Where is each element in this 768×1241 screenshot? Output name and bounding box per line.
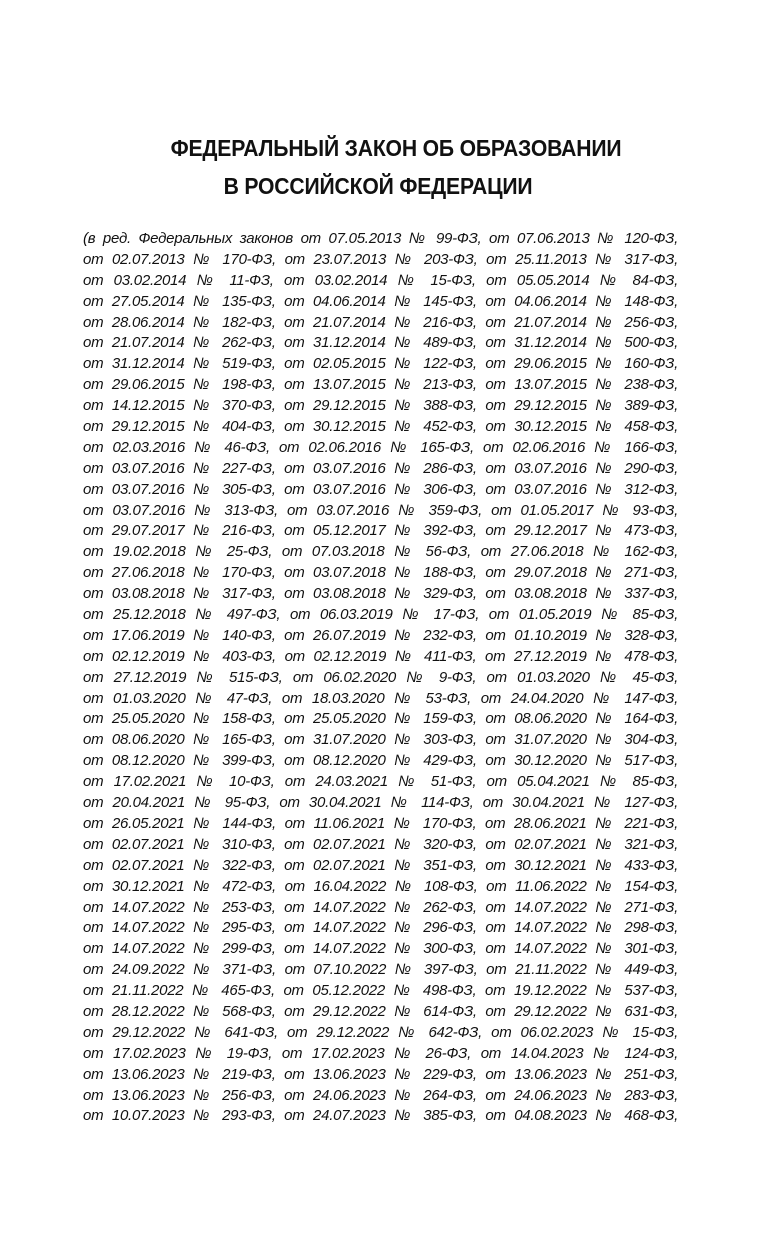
amendments-list xyxy=(83,229,678,1127)
amendment-line: от 01.03.2020 № 47-ФЗ, от 18.03.2020 № 53-ФЗ, от 24.04.2020 № 147-ФЗ, xyxy=(83,689,678,707)
amendment-line: от 14.12.2015 № 370-ФЗ, от 29.12.2015 № 388-ФЗ, от 29.12.2015 № 389-ФЗ, xyxy=(83,397,678,415)
amendment-line: от 29.07.2017 № 216-ФЗ, от 05.12.2017 № 392-ФЗ, от 29.12.2017 № 473-ФЗ, xyxy=(83,522,678,540)
amendment-line: от 14.07.2022 № 295-ФЗ, от 14.07.2022 № 296-ФЗ, от 14.07.2022 № 298-ФЗ, xyxy=(83,919,678,937)
amendment-line: от 03.08.2018 № 317-ФЗ, от 03.08.2018 № 329-ФЗ, от 03.08.2018 № 337-ФЗ, xyxy=(83,585,678,603)
amendment-line: от 27.12.2019 № 515-ФЗ, от 06.02.2020 № 9-ФЗ, от 01.03.2020 № 45-ФЗ, xyxy=(83,668,678,686)
amendment-line: от 03.07.2016 № 313-ФЗ, от 03.07.2016 № 359-ФЗ, от 01.05.2017 № 93-ФЗ, xyxy=(83,501,678,519)
amendment-line: от 17.02.2023 № 19-ФЗ, от 17.02.2023 № 26-ФЗ, от 14.04.2023 № 124-ФЗ, xyxy=(83,1044,678,1062)
amendment-line: от 03.02.2014 № 11-ФЗ, от 03.02.2014 № 15-ФЗ, от 05.05.2014 № 84-ФЗ, xyxy=(83,271,678,289)
amendment-line: от 02.07.2013 № 170-ФЗ, от 23.07.2013 № 203-ФЗ, от 25.11.2013 № 317-ФЗ, xyxy=(83,250,678,268)
amendment-line: от 14.07.2022 № 253-ФЗ, от 14.07.2022 № 262-ФЗ, от 14.07.2022 № 271-ФЗ, xyxy=(83,898,678,916)
amendment-line: от 02.07.2021 № 322-ФЗ, от 02.07.2021 № 351-ФЗ, от 30.12.2021 № 433-ФЗ, xyxy=(83,856,678,874)
document-title xyxy=(0,129,768,205)
amendment-line: от 29.12.2015 № 404-ФЗ, от 30.12.2015 № 452-ФЗ, от 30.12.2015 № 458-ФЗ, xyxy=(83,418,678,436)
amendment-line: от 03.07.2016 № 227-ФЗ, от 03.07.2016 № 286-ФЗ, от 03.07.2016 № 290-ФЗ, xyxy=(83,459,678,477)
amendment-line: от 20.04.2021 № 95-ФЗ, от 30.04.2021 № 114-ФЗ, от 30.04.2021 № 127-ФЗ, xyxy=(83,794,678,812)
amendment-line: от 21.07.2014 № 262-ФЗ, от 31.12.2014 № 489-ФЗ, от 31.12.2014 № 500-ФЗ, xyxy=(83,334,678,352)
amendment-line: от 02.03.2016 № 46-ФЗ, от 02.06.2016 № 165-ФЗ, от 02.06.2016 № 166-ФЗ, xyxy=(83,438,678,456)
amendment-line: от 27.05.2014 № 135-ФЗ, от 04.06.2014 № 145-ФЗ, от 04.06.2014 № 148-ФЗ, xyxy=(83,292,678,310)
amendment-line: от 25.12.2018 № 497-ФЗ, от 06.03.2019 № 17-ФЗ, от 01.05.2019 № 85-ФЗ, xyxy=(83,606,678,624)
amendment-line: (в ред. Федеральных законов от 07.05.2013 № 99-ФЗ, от 07.06.2013 № 120-ФЗ, xyxy=(83,230,678,247)
amendment-line: от 21.11.2022 № 465-ФЗ, от 05.12.2022 № 498-ФЗ, от 19.12.2022 № 537-ФЗ, xyxy=(83,982,678,1000)
title-line: В РОССИЙСКОЙ ФЕДЕРАЦИИ xyxy=(223,173,533,199)
amendment-line: от 29.12.2022 № 641-ФЗ, от 29.12.2022 № 642-ФЗ, от 06.02.2023 № 15-ФЗ, xyxy=(83,1023,678,1041)
amendment-line: от 03.07.2016 № 305-ФЗ, от 03.07.2016 № 306-ФЗ, от 03.07.2016 № 312-ФЗ, xyxy=(83,480,678,498)
amendment-line: от 24.09.2022 № 371-ФЗ, от 07.10.2022 № 397-ФЗ, от 21.11.2022 № 449-ФЗ, xyxy=(83,961,678,979)
amendment-line: от 08.12.2020 № 399-ФЗ, от 08.12.2020 № 429-ФЗ, от 30.12.2020 № 517-ФЗ, xyxy=(83,752,678,770)
amendment-line: от 13.06.2023 № 256-ФЗ, от 24.06.2023 № 264-ФЗ, от 24.06.2023 № 283-ФЗ, xyxy=(83,1086,678,1104)
amendment-line: от 28.12.2022 № 568-ФЗ, от 29.12.2022 № 614-ФЗ, от 29.12.2022 № 631-ФЗ, xyxy=(83,1002,678,1020)
amendment-line: от 02.12.2019 № 403-ФЗ, от 02.12.2019 № 411-ФЗ, от 27.12.2019 № 478-ФЗ, xyxy=(83,647,678,665)
amendment-line: от 17.02.2021 № 10-ФЗ, от 24.03.2021 № 51-ФЗ, от 05.04.2021 № 85-ФЗ, xyxy=(83,773,678,791)
amendment-line: от 17.06.2019 № 140-ФЗ, от 26.07.2019 № 232-ФЗ, от 01.10.2019 № 328-ФЗ, xyxy=(83,626,678,644)
amendment-line: от 02.07.2021 № 310-ФЗ, от 02.07.2021 № 320-ФЗ, от 02.07.2021 № 321-ФЗ, xyxy=(83,835,678,853)
amendment-line: от 14.07.2022 № 299-ФЗ, от 14.07.2022 № 300-ФЗ, от 14.07.2022 № 301-ФЗ, xyxy=(83,940,678,958)
amendment-line: от 10.07.2023 № 293-ФЗ, от 24.07.2023 № 385-ФЗ, от 04.08.2023 № 468-ФЗ, xyxy=(83,1107,678,1125)
amendment-line: от 19.02.2018 № 25-ФЗ, от 07.03.2018 № 56-ФЗ, от 27.06.2018 № 162-ФЗ, xyxy=(83,543,678,561)
amendment-line: от 08.06.2020 № 165-ФЗ, от 31.07.2020 № 303-ФЗ, от 31.07.2020 № 304-ФЗ, xyxy=(83,731,678,749)
amendment-line: от 27.06.2018 № 170-ФЗ, от 03.07.2018 № 188-ФЗ, от 29.07.2018 № 271-ФЗ, xyxy=(83,564,678,582)
amendment-line: от 29.06.2015 № 198-ФЗ, от 13.07.2015 № 213-ФЗ, от 13.07.2015 № 238-ФЗ, xyxy=(83,376,678,394)
amendment-line: от 26.05.2021 № 144-ФЗ, от 11.06.2021 № 170-ФЗ, от 28.06.2021 № 221-ФЗ, xyxy=(83,814,678,832)
amendment-line: от 28.06.2014 № 182-ФЗ, от 21.07.2014 № 216-ФЗ, от 21.07.2014 № 256-ФЗ, xyxy=(83,313,678,331)
amendment-line: от 13.06.2023 № 219-ФЗ, от 13.06.2023 № 229-ФЗ, от 13.06.2023 № 251-ФЗ, xyxy=(83,1065,678,1083)
amendment-line: от 30.12.2021 № 472-ФЗ, от 16.04.2022 № 108-ФЗ, от 11.06.2022 № 154-ФЗ, xyxy=(83,877,678,895)
amendment-line: от 25.05.2020 № 158-ФЗ, от 25.05.2020 № 159-ФЗ, от 08.06.2020 № 164-ФЗ, xyxy=(83,710,678,728)
amendment-line: от 31.12.2014 № 519-ФЗ, от 02.05.2015 № 122-ФЗ, от 29.06.2015 № 160-ФЗ, xyxy=(83,355,678,373)
title-line: ФЕДЕРАЛЬНЫЙ ЗАКОН ОБ ОБРАЗОВАНИИ xyxy=(170,135,622,161)
